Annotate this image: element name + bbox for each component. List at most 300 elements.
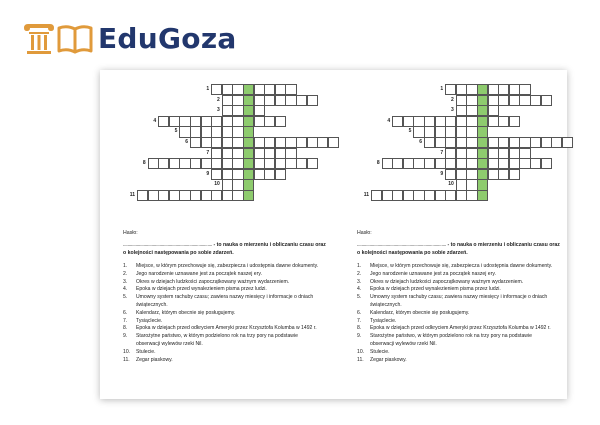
clue-number: 11. (357, 356, 364, 363)
clue-text: Epoka w dziejach przed wynalezieniem pisma przez ludzi. (136, 286, 267, 293)
letter-cell[interactable] (466, 179, 477, 190)
letter-cell[interactable] (158, 158, 169, 169)
letter-cell[interactable] (382, 190, 393, 201)
letter-cell[interactable] (275, 116, 286, 127)
letter-cell[interactable] (190, 137, 201, 148)
clue-item (357, 318, 557, 326)
letter-cell[interactable] (435, 158, 446, 169)
row-number: 1 (440, 86, 444, 92)
letter-cell[interactable] (498, 169, 509, 180)
letter-cell[interactable] (488, 148, 499, 159)
letter-cell[interactable] (285, 158, 296, 169)
clue-text: Zegar piaskowy. (370, 356, 407, 363)
letter-cell[interactable] (424, 137, 435, 148)
letter-cell[interactable] (445, 126, 456, 137)
clue-text: Epoka w dziejach przed odkryciem Ameryki przez Krzysztofa Kolumba w 1492 r. (370, 325, 551, 332)
letter-cell[interactable] (466, 105, 477, 116)
letter-cell[interactable] (232, 137, 243, 148)
password-cell[interactable] (477, 116, 488, 127)
letter-cell[interactable] (488, 158, 499, 169)
letter-cell[interactable] (541, 95, 552, 106)
letter-cell[interactable] (254, 95, 265, 106)
letter-cell[interactable] (201, 158, 212, 169)
clue-number: 7. (123, 317, 128, 324)
letter-cell[interactable] (179, 190, 190, 201)
letter-cell[interactable] (498, 137, 509, 148)
letter-cell[interactable] (201, 190, 212, 201)
letter-cell[interactable] (232, 148, 243, 159)
letter-cell[interactable] (509, 148, 520, 159)
letter-cell[interactable] (275, 158, 286, 169)
letter-cell[interactable] (530, 95, 541, 106)
letter-cell[interactable] (264, 148, 275, 159)
letter-cell[interactable] (435, 190, 446, 201)
row-number: 8 (376, 160, 380, 167)
letter-cell[interactable] (232, 84, 243, 95)
letter-cell[interactable] (264, 84, 275, 95)
letter-cell[interactable] (413, 126, 424, 137)
letter-cell[interactable] (509, 95, 520, 106)
letter-cell[interactable] (264, 116, 275, 127)
column-book-icon (22, 22, 94, 56)
clue-number: 10. (123, 348, 131, 355)
clue-item (123, 318, 323, 326)
letter-cell[interactable] (222, 137, 233, 148)
letter-cell[interactable] (148, 158, 159, 169)
letter-cell[interactable] (403, 158, 414, 169)
letter-cell[interactable] (488, 169, 499, 180)
letter-cell[interactable] (222, 84, 233, 95)
letter-cell[interactable] (498, 84, 509, 95)
letter-cell[interactable] (498, 95, 509, 106)
letter-cell[interactable] (456, 126, 467, 137)
clue-text: Okres w dziejach ludzkości zapoczątkowany ważnym wydarzeniem. (370, 278, 524, 285)
letter-cell[interactable] (456, 190, 467, 201)
letter-cell[interactable] (466, 95, 477, 106)
row-number: 4 (387, 117, 391, 124)
clue-item (357, 325, 557, 333)
haslo-label: Hasło: (123, 230, 138, 236)
password-cell[interactable] (477, 105, 488, 116)
password-cell[interactable] (243, 95, 254, 106)
clue-number: 11. (123, 356, 130, 363)
letter-cell[interactable] (222, 158, 233, 169)
letter-cell[interactable] (466, 169, 477, 180)
letter-cell[interactable] (211, 84, 222, 95)
letter-cell[interactable] (519, 95, 530, 106)
haslo-sentence (123, 241, 328, 257)
letter-cell[interactable] (445, 84, 456, 95)
clue-text: Tysiąclecie. (370, 317, 397, 324)
password-cell[interactable] (243, 169, 254, 180)
clue-text: Umowny system rachuby czasu; zawiera nazwy miesięcy i informacje o dniach świątecznych. (136, 294, 314, 308)
letter-cell[interactable] (424, 116, 435, 127)
letter-cell[interactable] (466, 148, 477, 159)
password-cell[interactable] (243, 137, 254, 148)
clue-item (123, 325, 323, 333)
letter-cell[interactable] (222, 95, 233, 106)
password-cell[interactable] (477, 84, 488, 95)
letter-cell[interactable] (488, 95, 499, 106)
letter-cell[interactable] (137, 190, 148, 201)
letter-cell[interactable] (413, 116, 424, 127)
letter-cell[interactable] (296, 158, 307, 169)
letter-cell[interactable] (392, 158, 403, 169)
clue-number: 8. (357, 325, 362, 332)
letter-cell[interactable] (307, 95, 318, 106)
clue-item (357, 310, 557, 318)
letter-cell[interactable] (211, 137, 222, 148)
clue-text: Zegar piaskowy. (136, 356, 173, 363)
letter-cell[interactable] (211, 148, 222, 159)
clue-item (123, 263, 323, 271)
clue-item (357, 357, 557, 365)
haslo-label: Hasło: (357, 230, 372, 236)
letter-cell[interactable] (254, 148, 265, 159)
letter-cell[interactable] (456, 179, 467, 190)
letter-cell[interactable] (158, 190, 169, 201)
letter-cell[interactable] (488, 105, 499, 116)
clue-number: 3. (123, 278, 128, 285)
row-number: 5 (174, 128, 178, 135)
letter-cell[interactable] (232, 179, 243, 190)
letter-cell[interactable] (169, 158, 180, 169)
answer-blank: .............................................................................. (123, 242, 213, 248)
letter-cell[interactable] (424, 158, 435, 169)
password-cell[interactable] (477, 179, 488, 190)
clue-number: 9. (357, 333, 362, 340)
letter-cell[interactable] (466, 190, 477, 201)
letter-cell[interactable] (541, 137, 552, 148)
clue-item (357, 294, 557, 310)
letter-cell[interactable] (179, 158, 190, 169)
clue-number: 3. (357, 278, 362, 285)
clue-text: Epoka w dziejach przed wynalezieniem pisma przez ludzi. (370, 286, 501, 293)
haslo-sentence (357, 241, 562, 257)
password-cell[interactable] (477, 95, 488, 106)
row-number: 2 (451, 96, 454, 103)
crossword-grid (334, 70, 567, 220)
letter-cell[interactable] (254, 158, 265, 169)
clue-number: 8. (123, 325, 128, 332)
password-cell[interactable] (477, 169, 488, 180)
clue-number: 5. (357, 294, 362, 301)
letter-cell[interactable] (211, 116, 222, 127)
letter-cell[interactable] (264, 95, 275, 106)
letter-cell[interactable] (275, 148, 286, 159)
letter-cell[interactable] (466, 126, 477, 137)
letter-cell[interactable] (456, 137, 467, 148)
letter-cell[interactable] (456, 105, 467, 116)
letter-cell[interactable] (488, 84, 499, 95)
clue-text: Tysiąclecie. (136, 317, 163, 324)
clue-text: Jego narodzenie uznawane jest za początek naszej ery. (136, 270, 262, 277)
letter-cell[interactable] (424, 126, 435, 137)
letter-cell[interactable] (232, 95, 243, 106)
row-number: 10 (448, 181, 454, 188)
letter-cell[interactable] (403, 116, 414, 127)
row-number: 3 (451, 107, 454, 114)
clue-item (357, 333, 557, 349)
letter-cell[interactable] (211, 190, 222, 201)
letter-cell[interactable] (307, 158, 318, 169)
letter-cell[interactable] (498, 116, 509, 127)
letter-cell[interactable] (222, 179, 233, 190)
letter-cell[interactable] (222, 190, 233, 201)
letter-cell[interactable] (509, 84, 520, 95)
password-cell[interactable] (477, 158, 488, 169)
letter-cell[interactable] (519, 84, 530, 95)
letter-cell[interactable] (275, 95, 286, 106)
clue-list (357, 263, 557, 364)
letter-cell[interactable] (530, 137, 541, 148)
letter-cell[interactable] (201, 137, 212, 148)
letter-cell[interactable] (488, 137, 499, 148)
crossword-grid (100, 70, 333, 220)
letter-cell[interactable] (201, 126, 212, 137)
letter-cell[interactable] (456, 158, 467, 169)
clue-text: Stulecie. (370, 348, 390, 355)
letter-cell[interactable] (264, 158, 275, 169)
clue-number: 9. (123, 333, 128, 340)
letter-cell[interactable] (232, 190, 243, 201)
clue-item (357, 271, 557, 279)
answer-blank: .............................................................................. (357, 242, 447, 248)
letter-cell[interactable] (519, 137, 530, 148)
clue-number: 6. (357, 309, 362, 316)
row-number: 9 (440, 170, 444, 177)
letter-cell[interactable] (317, 137, 328, 148)
letter-cell[interactable] (466, 158, 477, 169)
letter-cell[interactable] (190, 158, 201, 169)
row-number: 9 (206, 170, 210, 177)
letter-cell[interactable] (519, 158, 530, 169)
letter-cell[interactable] (445, 137, 456, 148)
letter-cell[interactable] (254, 137, 265, 148)
row-number: 2 (217, 96, 220, 103)
letter-cell[interactable] (509, 137, 520, 148)
clue-number: 4. (123, 286, 128, 293)
letter-cell[interactable] (413, 158, 424, 169)
clue-list (123, 263, 323, 364)
letter-cell[interactable] (296, 95, 307, 106)
letter-cell[interactable] (169, 190, 180, 201)
letter-cell[interactable] (445, 116, 456, 127)
row-number: 1 (206, 86, 210, 92)
row-number: 7 (440, 149, 444, 156)
letter-cell[interactable] (424, 190, 435, 201)
row-number: 8 (142, 160, 146, 167)
row-number: 7 (206, 149, 210, 156)
clue-number: 7. (357, 317, 362, 324)
letter-cell[interactable] (232, 116, 243, 127)
letter-cell[interactable] (222, 126, 233, 137)
letter-cell[interactable] (222, 105, 233, 116)
letter-cell[interactable] (190, 190, 201, 201)
password-cell[interactable] (243, 148, 254, 159)
letter-cell[interactable] (232, 126, 243, 137)
letter-cell[interactable] (211, 169, 222, 180)
clue-item (123, 310, 323, 318)
clue-item (123, 349, 323, 357)
letter-cell[interactable] (509, 158, 520, 169)
row-number: 11 (129, 192, 135, 198)
clue-text: Stulecie. (136, 348, 156, 355)
letter-cell[interactable] (509, 169, 520, 180)
row-number: 3 (217, 107, 220, 114)
letter-cell[interactable] (275, 84, 286, 95)
password-cell[interactable] (477, 126, 488, 137)
edugoza-logo[interactable] (22, 22, 237, 56)
letter-cell[interactable] (445, 148, 456, 159)
letter-cell[interactable] (179, 126, 190, 137)
letter-cell[interactable] (466, 84, 477, 95)
letter-cell[interactable] (456, 116, 467, 127)
letter-cell[interactable] (392, 116, 403, 127)
clue-number: 10. (357, 348, 365, 355)
letter-cell[interactable] (435, 126, 446, 137)
password-cell[interactable] (477, 137, 488, 148)
row-number: 4 (153, 117, 157, 124)
letter-cell[interactable] (254, 116, 265, 127)
letter-cell[interactable] (296, 137, 307, 148)
letter-cell[interactable] (179, 116, 190, 127)
letter-cell[interactable] (264, 137, 275, 148)
clue-text: Starożytne państwo, w którym podzielono rok na trzy pory na podstawie obserwacji wylewów rzeki Nil. (370, 333, 532, 347)
clue-item (123, 286, 323, 294)
letter-cell[interactable] (488, 116, 499, 127)
password-cell[interactable] (243, 116, 254, 127)
clue-item (123, 271, 323, 279)
letter-cell[interactable] (190, 126, 201, 137)
letter-cell[interactable] (201, 116, 212, 127)
password-cell[interactable] (243, 190, 254, 201)
row-number: 11 (363, 192, 369, 198)
letter-cell[interactable] (551, 137, 562, 148)
brand-name: EduGoza (98, 22, 237, 55)
clue-number: 1. (123, 263, 128, 269)
letter-cell[interactable] (285, 148, 296, 159)
clue-text: Miejsce, w którym przechowuje się, zabezpiecza i udostępnia dawne dokumenty. (136, 263, 319, 269)
clue-text: Epoka w dziejach przed odkryciem Ameryki przez Krzysztofa Kolumba w 1492 r. (136, 325, 317, 332)
row-number: 6 (419, 139, 422, 145)
letter-cell[interactable] (275, 137, 286, 148)
letter-cell[interactable] (435, 116, 446, 127)
letter-cell[interactable] (541, 158, 552, 169)
clue-item (357, 263, 557, 271)
letter-cell[interactable] (562, 137, 573, 148)
letter-cell[interactable] (445, 158, 456, 169)
letter-cell[interactable] (232, 158, 243, 169)
clue-text: Jego narodzenie uznawane jest za początek naszej ery. (370, 270, 496, 277)
letter-cell[interactable] (456, 169, 467, 180)
clue-text: Miejsce, w którym przechowuje się, zabezpiecza i udostępnia dawne dokumenty. (370, 263, 553, 269)
letter-cell[interactable] (211, 158, 222, 169)
worksheet-copy-right (334, 70, 567, 399)
letter-cell[interactable] (466, 137, 477, 148)
letter-cell[interactable] (519, 148, 530, 159)
letter-cell[interactable] (285, 84, 296, 95)
letter-cell[interactable] (222, 116, 233, 127)
letter-cell[interactable] (498, 148, 509, 159)
clue-item (357, 349, 557, 357)
letter-cell[interactable] (498, 158, 509, 169)
clue-number: 1. (357, 263, 362, 269)
row-number: 5 (408, 128, 412, 135)
password-cell[interactable] (477, 190, 488, 201)
clue-text: Okres w dziejach ludzkości zapoczątkowany ważnym wydarzeniem. (136, 278, 290, 285)
letter-cell[interactable] (211, 126, 222, 137)
clue-item (123, 294, 323, 310)
letter-cell[interactable] (456, 95, 467, 106)
password-cell[interactable] (243, 105, 254, 116)
clue-item (357, 279, 557, 287)
letter-cell[interactable] (264, 169, 275, 180)
letter-cell[interactable] (307, 137, 318, 148)
clue-item (123, 279, 323, 287)
clue-text: Umowny system rachuby czasu; zawiera nazwy miesięcy i informacje o dniach świątecznych. (370, 294, 548, 308)
letter-cell[interactable] (413, 190, 424, 201)
row-number: 6 (185, 139, 188, 145)
letter-cell[interactable] (148, 190, 159, 201)
letter-cell[interactable] (445, 169, 456, 180)
letter-cell[interactable] (254, 84, 265, 95)
haslo-definition: - to nauka o mierzeniu i obliczaniu czasu oraz o kolejności następowania po sobie zdarzeń. (123, 242, 326, 256)
row-number: 10 (214, 181, 220, 188)
letter-cell[interactable] (456, 84, 467, 95)
password-cell[interactable] (243, 126, 254, 137)
letter-cell[interactable] (169, 116, 180, 127)
clue-number: 5. (123, 294, 128, 301)
letter-cell[interactable] (232, 169, 243, 180)
letter-cell[interactable] (456, 148, 467, 159)
letter-cell[interactable] (232, 105, 243, 116)
clue-number: 2. (357, 270, 362, 277)
letter-cell[interactable] (392, 190, 403, 201)
letter-cell[interactable] (222, 169, 233, 180)
clue-text: Starożytne państwo, w którym podzielono rok na trzy pory na podstawie obserwacji wylewów rzeki Nil. (136, 333, 298, 347)
clue-text: Kalendarz, którym obecnie się posługujemy. (370, 309, 470, 316)
letter-cell[interactable] (190, 116, 201, 127)
haslo-definition: - to nauka o mierzeniu i obliczaniu czasu oraz o kolejności następowania po sobie zdarzeń. (357, 242, 560, 256)
letter-cell[interactable] (285, 137, 296, 148)
letter-cell[interactable] (382, 158, 393, 169)
password-cell[interactable] (243, 179, 254, 190)
password-cell[interactable] (243, 158, 254, 169)
letter-cell[interactable] (275, 169, 286, 180)
letter-cell[interactable] (435, 137, 446, 148)
worksheet-copy-left (100, 70, 333, 399)
letter-cell[interactable] (530, 158, 541, 169)
clue-text: Kalendarz, którym obecnie się posługujemy. (136, 309, 236, 316)
clue-item (123, 333, 323, 349)
clue-item (357, 286, 557, 294)
letter-cell[interactable] (222, 148, 233, 159)
letter-cell[interactable] (509, 116, 520, 127)
clue-item (123, 357, 323, 365)
letter-cell[interactable] (158, 116, 169, 127)
letter-cell[interactable] (285, 95, 296, 106)
letter-cell[interactable] (254, 105, 265, 116)
letter-cell[interactable] (445, 190, 456, 201)
letter-cell[interactable] (371, 190, 382, 201)
clue-number: 6. (123, 309, 128, 316)
password-cell[interactable] (243, 84, 254, 95)
letter-cell[interactable] (466, 116, 477, 127)
letter-cell[interactable] (254, 169, 265, 180)
password-cell[interactable] (477, 148, 488, 159)
letter-cell[interactable] (403, 190, 414, 201)
